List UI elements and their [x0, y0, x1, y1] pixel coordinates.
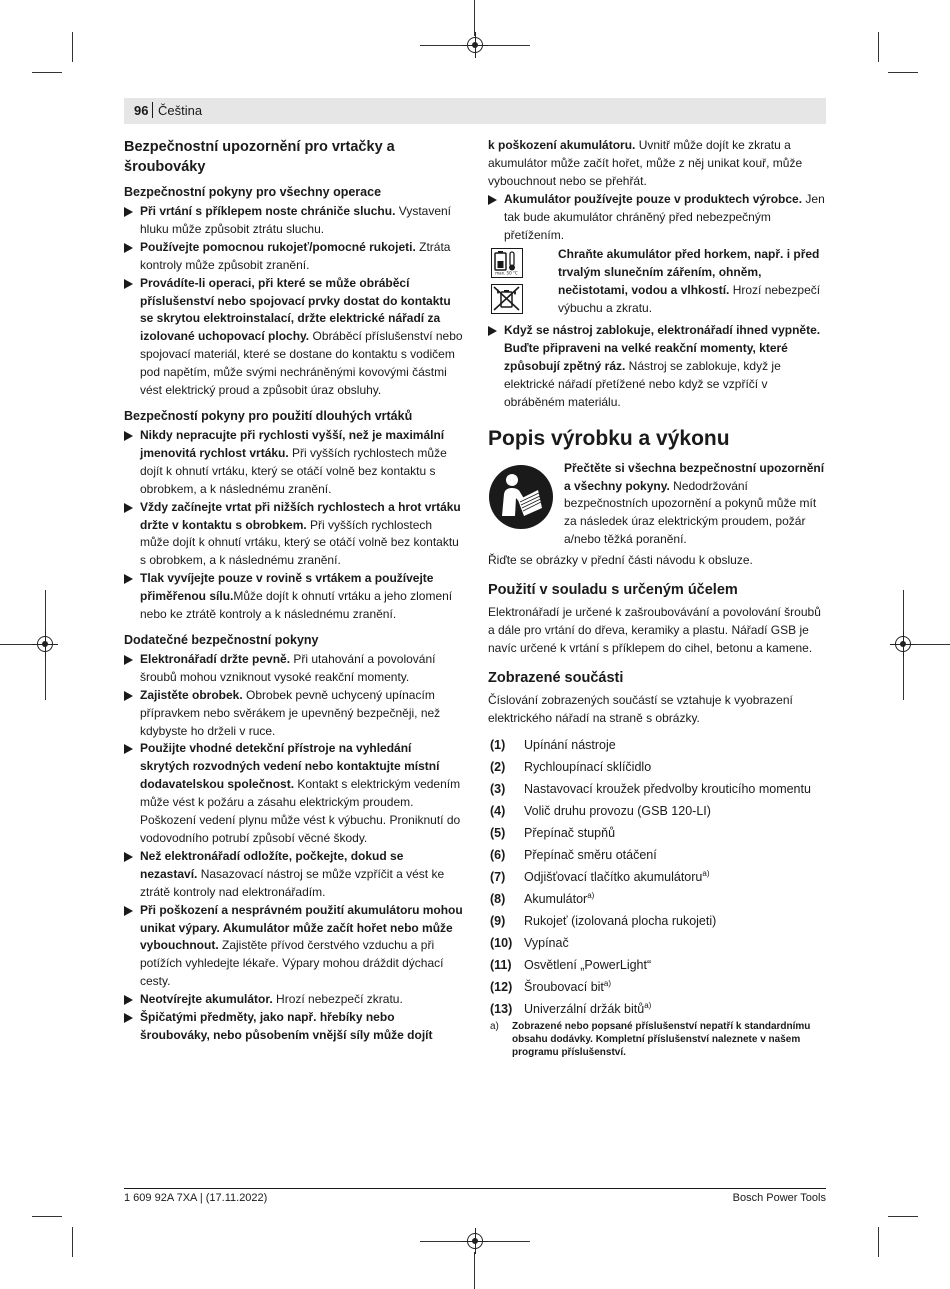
- read-manual-notice: [488, 460, 826, 550]
- bullet-arrow-icon: [124, 906, 133, 916]
- bullet-arrow-icon: [124, 691, 133, 701]
- list-item: Při vrtání s příklepem noste chrániče sluchu. Vystavení hluku může způsobit ztrátu sluchu.: [124, 203, 464, 239]
- registration-line: [0, 644, 36, 645]
- bullet-arrow-icon: [124, 243, 133, 253]
- header-separator: [152, 102, 153, 118]
- read-manual-icon: [488, 464, 554, 530]
- crop-mark: [72, 1227, 73, 1257]
- right-column: [488, 137, 826, 1059]
- bullet-list-long-bits: [124, 427, 464, 624]
- subsection-title-additional: Dodatečné bezpečnostní pokyny: [124, 632, 319, 647]
- list-item: (1) Upínání nástroje: [490, 737, 616, 752]
- list-item: (2) Rychloupínací sklíčidlo: [490, 759, 652, 774]
- section-title-components: Zobrazené součásti: [488, 669, 624, 686]
- list-item: Než elektronářadí odložíte, počkejte, dokud se nezastaví. Nasazovací nástroj se může vzpříčit a vést ke ztrátě kontroly nad elektronářadím.: [124, 848, 464, 902]
- subsection-title-long-bits: Bezpečností pokyny pro použití dlouhých vrtáků: [124, 408, 413, 423]
- battery-max-temperature-icon: [491, 248, 523, 278]
- page-header: [124, 98, 826, 124]
- page-number: 96: [134, 103, 149, 118]
- list-item: Při poškození a nesprávném použití akumulátoru mohou unikat výpary. Akumulátor může začít hořet nebo může vybouchnout. Zajistěte přívod čerstvého vzduchu a při potížích vyhledejte lékaře. Výpary mohou dráždit dýchací cesty.: [124, 902, 464, 992]
- crop-mark: [888, 72, 918, 73]
- footnote-label: a): [490, 1020, 499, 1032]
- list-item: Když se nástroj zablokuje, elektronářadí ihned vypněte. Buďte připraveni na velké reakční momenty, které způsobují zpětný ráz. Nástroj se zablokuje, když je elektrické nářadí přetížené nebo když se vzpříčí v obráběném materiálu.: [488, 322, 826, 412]
- list-item: Tlak vyvíjejte pouze v rovině s vrtákem a používejte přiměřenou sílu.Může dojít k ohnutí vrtáku a jeho zlomení nebo ke ztrátě kontroly a k následnému zranění.: [124, 570, 464, 624]
- list-item: (13) Univerzální držák bitů$^{a)}$: [490, 1000, 652, 1016]
- subsection-title-all-operations: Bezpečnostní pokyny pro všechny operace: [124, 185, 382, 199]
- list-item: (12) Šroubovací bit$^{a)}$: [490, 978, 612, 994]
- list-item: (11) Osvětlení „PowerLight“: [490, 957, 652, 972]
- section-title-product-description: Popis výrobku a výkonu: [488, 426, 730, 450]
- list-item: Špičatými předměty, jako např. hřebíky nebo šroubováky, nebo působením vnější síly může dojít: [124, 1009, 464, 1045]
- temperature-limit-label: max. 50 °C: [495, 270, 518, 276]
- components-intro: Číslování zobrazených součástí se vztahuje k vyobrazení elektrického nářadí na straně s obrázky.: [488, 692, 793, 725]
- list-item: (10) Vypínač: [490, 935, 569, 950]
- list-item: Provádíte-li operaci, při které se může obráběcí příslušenství nebo spojovací prvky dostat do kontaktu se skrytou elektroinstalací, držte elektrické nářadí za izolované uchopovací plochy. Obráběcí příslušenství nebo spojovací materiál, které se dostane do kontaktu s vodičem pod napětím, může svými nechráněnými kovovými částmi vést elektrický proud a způsobit úraz obsluhy.: [124, 275, 464, 400]
- registration-mark: [895, 636, 911, 652]
- crop-mark: [32, 72, 62, 73]
- bullet-arrow-icon: [488, 195, 497, 205]
- list-item-continuation: k poškození akumulátoru. Uvnitř může dojít ke zkratu a akumulátor může začít hořet, může z něj unikat kouř, může vybouchnout nebo se přehřát.: [488, 138, 803, 188]
- registration-line: [474, 1252, 475, 1289]
- list-item: (6) Přepínač směru otáčení: [490, 847, 657, 862]
- registration-line: [914, 644, 950, 645]
- footnote-text: Zobrazené nebo popsané příslušenství nepatří k standardnímu obsahu dodávky. Kompletní příslušenství naleznete v našem programu příslušenství.: [512, 1020, 811, 1058]
- list-item: Zajistěte obrobek. Obrobek pevně uchycený upínacím přípravkem nebo svěrákem je upevněný bezpečněji, než kdybyste ho drželi v ruce.: [124, 687, 464, 741]
- list-item: Elektronářadí držte pevně. Při utahování a povolování šroubů mohou vzniknout vysoké reakční momenty.: [124, 651, 464, 687]
- bullet-arrow-icon: [124, 574, 133, 584]
- list-item: Používejte pomocnou rukojeť/pomocné rukojeti. Ztráta kontroly může způsobit zranění.: [124, 239, 464, 275]
- list-item: Akumulátor používejte pouze v produktech výrobce. Jen tak bude akumulátor chráněný před nebezpečným přetížením.: [488, 191, 826, 245]
- battery-no-water-icon: [491, 284, 523, 314]
- list-item: Vždy začínejte vrtat při nižších rychlostech a hrot vrtáku držte v kontaktu s obrobkem. Při vyšších rychlostech může dojít k ohnutí vrtáku, který se otáčí volně bez kontaktu s obrobkem, a k následnému zranění.: [124, 499, 464, 571]
- registration-mark: [467, 1233, 483, 1249]
- bullet-list-additional: [124, 651, 464, 1045]
- list-item: Nikdy nepracujte při rychlosti vyšší, než je maximální jmenovitá rychlost vrtáku. Při vyšších rychlostech může dojít k ohnutí vrtáku, který se otáčí volně bez kontaktu s obrobkem, a k následnému zranění.: [124, 427, 464, 499]
- bullet-arrow-icon: [124, 852, 133, 862]
- list-item: Neotvírejte akumulátor. Hrozí nebezpečí zkratu.: [124, 991, 464, 1009]
- footer-rule: [124, 1188, 826, 1189]
- crop-mark: [888, 1216, 918, 1217]
- figures-note: Řiďte se obrázky v přední části návodu k obsluze.: [488, 553, 753, 568]
- bullet-arrow-icon: [124, 655, 133, 665]
- bullet-arrow-icon: [124, 279, 133, 289]
- bullet-arrow-icon: [124, 744, 133, 754]
- bullet-list-all-operations: [124, 203, 464, 400]
- components-list: [488, 734, 826, 1020]
- registration-line: [474, 0, 475, 36]
- bullet-arrow-icon: [124, 431, 133, 441]
- footer-brand: Bosch Power Tools: [732, 1192, 826, 1204]
- section-title-safety: Bezpečnostní upozornění pro vrtačky a šroubováky: [124, 139, 395, 175]
- read-manual-text: Přečtěte si všechna bezpečnostní upozornění a všechny pokyny. Nedodržování bezpečnostních upozornění a pokynů může mít za následek úraz elektrickým proudem, požár a/nebo těžká poranění.: [564, 460, 825, 547]
- crop-mark: [72, 32, 73, 62]
- list-item: (4) Volič druhu provozu (GSB 120-LI): [490, 803, 711, 818]
- bullet-arrow-icon: [124, 1013, 133, 1023]
- list-item: (9) Rukojeť (izolovaná plocha rukojeti): [490, 913, 717, 928]
- section-title-intended-use: Použití v souladu s určeným účelem: [488, 582, 738, 599]
- list-item: Použijte vhodné detekční přístroje na vyhledání skrytých rozvodných vedení nebo kontaktujte místní dodavatelskou společnost. Kontakt s elektrickým vedením může vést k požáru a zásahu elektrickým proudem. Poškození vedení plynu může vést k výbuchu. Proniknutí do vodovodního potrubí způsobí věcné škody.: [124, 740, 464, 847]
- bullet-arrow-icon: [124, 995, 133, 1005]
- bullet-arrow-icon: [124, 503, 133, 513]
- registration-mark: [37, 636, 53, 652]
- left-column: [124, 137, 464, 1045]
- header-language: Čeština: [158, 103, 203, 118]
- list-item: (8) Akumulátor$^{a)}$: [490, 890, 595, 906]
- crop-mark: [878, 1227, 879, 1257]
- bullet-arrow-icon: [488, 326, 497, 336]
- bullet-arrow-icon: [124, 207, 133, 217]
- list-item: (3) Nastavovací kroužek předvolby krouticího momentu: [490, 781, 811, 796]
- list-item: (7) Odjišťovací tlačítko akumulátoru$^{a)}$: [490, 868, 710, 884]
- battery-heat-warning: [488, 246, 826, 318]
- battery-heat-warning-text: Chraňte akumulátor před horkem, např. i před trvalým slunečním zářením, ohněm, nečistotami, vodou a vlhkostí. Hrozí nebezpečí výbuchu a zkratu.: [558, 247, 821, 316]
- footer-document-code: 1 609 92A 7XA | (17.11.2022): [124, 1192, 268, 1204]
- intended-use-text: Elektronářadí je určené k zašroubovávání a povolování šroubů a dále pro vrtání do dřeva, keramiky a plastu. Nářadí GSB je navíc určené k vrtání s příklepem do cihel, betonu a kamene.: [488, 605, 821, 655]
- crop-mark: [878, 32, 879, 62]
- footnote: [488, 1020, 826, 1059]
- registration-mark: [467, 37, 483, 53]
- warning-icons: [491, 248, 527, 320]
- crop-mark: [32, 1216, 62, 1217]
- list-item: (5) Přepínač stupňů: [490, 825, 616, 840]
